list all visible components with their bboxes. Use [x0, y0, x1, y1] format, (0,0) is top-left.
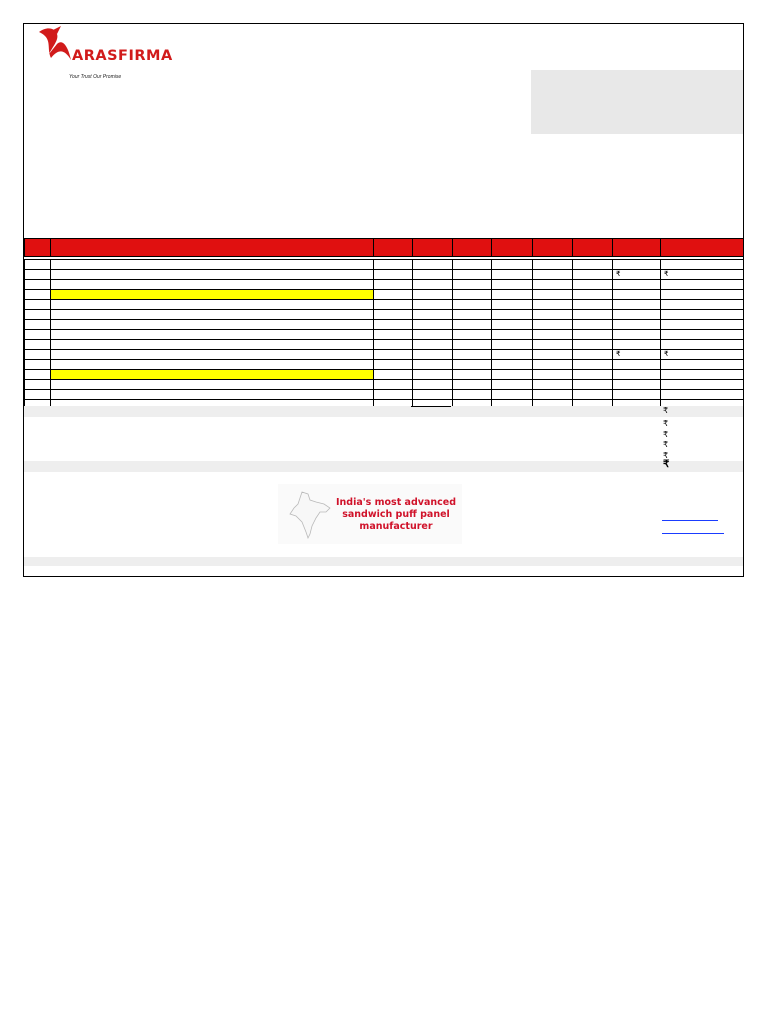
table-cell: [374, 370, 413, 380]
table-cell: [413, 380, 453, 390]
table-cell: [533, 300, 573, 310]
tax-currency-3: ₹: [663, 440, 669, 449]
table-cell: [533, 360, 573, 370]
rate-cell: [613, 280, 661, 290]
table-row: [25, 360, 745, 370]
table-row: [25, 300, 745, 310]
col-header-3: [374, 239, 413, 257]
table-cell: [492, 340, 533, 350]
item-description-cell: [51, 370, 374, 380]
table-cell: [25, 280, 51, 290]
table-cell: [413, 390, 453, 400]
table-cell: [533, 370, 573, 380]
tax-currency-1: ₹: [663, 419, 669, 428]
rate-cell: [613, 300, 661, 310]
table-cell: [453, 380, 492, 390]
table-cell: [374, 280, 413, 290]
table-cell: [413, 280, 453, 290]
item-description-cell: [51, 320, 374, 330]
table-row: [25, 340, 745, 350]
col-header-rate: [613, 239, 661, 257]
amount-cell: [661, 260, 745, 270]
subtotal-currency: ₹: [663, 406, 669, 415]
table-cell: [413, 320, 453, 330]
table-cell: [492, 320, 533, 330]
table-header-row: [25, 239, 745, 257]
grand-total-currency: ₹: [663, 459, 670, 470]
col-header-5: [453, 239, 492, 257]
item-description-cell: [51, 380, 374, 390]
table-cell: [25, 310, 51, 320]
table-cell: [413, 270, 453, 280]
table-cell: [453, 350, 492, 360]
amount-cell: ₹: [661, 270, 745, 280]
item-description-cell: [51, 310, 374, 320]
item-description-cell: [51, 330, 374, 340]
rate-cell: [613, 370, 661, 380]
quotation-sheet: [23, 23, 744, 577]
item-description-cell: [51, 260, 374, 270]
table-cell: [492, 360, 533, 370]
table-cell: [492, 350, 533, 360]
table-cell: [573, 380, 613, 390]
rate-cell: [613, 290, 661, 300]
table-cell: [374, 340, 413, 350]
rate-cell: ₹: [613, 270, 661, 280]
col-header-amount: [661, 239, 745, 257]
table-cell: [413, 330, 453, 340]
table-cell: [492, 270, 533, 280]
table-cell: [533, 320, 573, 330]
table-row: [25, 320, 745, 330]
table-cell: [374, 310, 413, 320]
table-cell: [453, 340, 492, 350]
bird-logo-icon: [35, 24, 75, 64]
subtotal-band: [24, 406, 744, 417]
amount-cell: [661, 390, 745, 400]
table-cell: [533, 310, 573, 320]
table-cell: [453, 360, 492, 370]
amount-cell: ₹: [661, 350, 745, 360]
ad-banner: [278, 484, 462, 544]
table-cell: [374, 330, 413, 340]
table-cell: [533, 290, 573, 300]
table-cell: [492, 310, 533, 320]
table-cell: [453, 370, 492, 380]
table-row: [25, 350, 745, 360]
table-cell: [413, 350, 453, 360]
table-row: [25, 280, 745, 290]
table-cell: [573, 370, 613, 380]
table-row: [25, 270, 745, 280]
amount-cell: [661, 300, 745, 310]
table-cell: [533, 380, 573, 390]
table-cell: [25, 370, 51, 380]
table-cell: [453, 280, 492, 290]
table-cell: [413, 340, 453, 350]
item-description-cell: [51, 350, 374, 360]
rate-cell: [613, 310, 661, 320]
table-cell: [374, 260, 413, 270]
table-cell: [533, 350, 573, 360]
table-cell: [25, 270, 51, 280]
table-cell: [492, 300, 533, 310]
table-cell: [374, 300, 413, 310]
col-header-sno: [25, 239, 51, 257]
tax-currency-4: ₹: [663, 451, 669, 460]
table-cell: [25, 330, 51, 340]
item-description-cell: [51, 360, 374, 370]
table-cell: [533, 330, 573, 340]
table-cell: [492, 330, 533, 340]
item-description-cell: [51, 390, 374, 400]
rate-cell: [613, 260, 661, 270]
table-cell: [413, 360, 453, 370]
india-map-icon: [288, 490, 334, 540]
table-cell: [453, 260, 492, 270]
amount-cell: [661, 320, 745, 330]
table-cell: [573, 270, 613, 280]
table-cell: [573, 260, 613, 270]
table-cell: [413, 290, 453, 300]
table-cell: [25, 290, 51, 300]
table-cell: [492, 390, 533, 400]
rate-cell: [613, 360, 661, 370]
item-description-cell: [51, 290, 374, 300]
subtotal-underline: [411, 406, 451, 407]
table-row: [25, 330, 745, 340]
col-header-4: [413, 239, 453, 257]
table-body: [25, 260, 745, 410]
table-cell: [533, 270, 573, 280]
table-cell: [573, 360, 613, 370]
table-cell: [453, 290, 492, 300]
item-description-cell: [51, 300, 374, 310]
table-cell: [374, 390, 413, 400]
amount-cell: [661, 290, 745, 300]
table-cell: [573, 310, 613, 320]
logo-wordmark: ARASFIRMA: [72, 48, 173, 64]
table-cell: [25, 320, 51, 330]
table-row: [25, 260, 745, 270]
logo-tagline: Your Trust Our Promise: [69, 74, 122, 80]
table-cell: [25, 360, 51, 370]
table-cell: [453, 270, 492, 280]
table-cell: [492, 290, 533, 300]
table-cell: [453, 320, 492, 330]
table-cell: [413, 370, 453, 380]
table-cell: [413, 260, 453, 270]
table-row: [25, 290, 745, 300]
table-cell: [25, 380, 51, 390]
table-cell: [573, 350, 613, 360]
table-cell: [492, 370, 533, 380]
table-cell: [25, 300, 51, 310]
item-description-cell: [51, 280, 374, 290]
link-underline-2[interactable]: [662, 533, 724, 534]
grand-total-band: [24, 461, 744, 472]
table-row: [25, 310, 745, 320]
amount-cell: [661, 310, 745, 320]
table-cell: [374, 360, 413, 370]
amount-cell: [661, 330, 745, 340]
table-cell: [533, 390, 573, 400]
amount-cell: [661, 280, 745, 290]
ad-line-1: India's most advanced: [335, 497, 457, 508]
table-cell: [453, 390, 492, 400]
table-row: [25, 380, 745, 390]
table-cell: [25, 390, 51, 400]
table-cell: [453, 300, 492, 310]
table-cell: [533, 280, 573, 290]
rate-cell: [613, 340, 661, 350]
amount-cell: [661, 340, 745, 350]
col-header-description: [51, 239, 374, 257]
table-cell: [453, 310, 492, 320]
item-description-cell: [51, 270, 374, 280]
table-cell: [573, 320, 613, 330]
table-cell: [573, 340, 613, 350]
table-cell: [25, 260, 51, 270]
table-cell: [374, 350, 413, 360]
table-cell: [374, 270, 413, 280]
table-cell: [533, 260, 573, 270]
table-cell: [573, 280, 613, 290]
company-logo: [35, 23, 175, 84]
link-underline-1[interactable]: [662, 520, 718, 521]
col-header-6: [492, 239, 533, 257]
table-cell: [573, 330, 613, 340]
table-cell: [374, 380, 413, 390]
ad-line-2: sandwich puff panel: [342, 509, 450, 520]
amount-cell: [661, 380, 745, 390]
col-header-7: [533, 239, 573, 257]
col-header-8: [573, 239, 613, 257]
tax-currency-2: ₹: [663, 430, 669, 439]
table-cell: [492, 280, 533, 290]
table-cell: [374, 290, 413, 300]
rate-cell: [613, 380, 661, 390]
amount-cell: [661, 370, 745, 380]
table-cell: [453, 330, 492, 340]
table-cell: [573, 290, 613, 300]
table-cell: [413, 300, 453, 310]
footer-band: [24, 557, 744, 566]
item-description-cell: [51, 340, 374, 350]
ad-line-3: manufacturer: [359, 521, 433, 532]
rate-cell: [613, 330, 661, 340]
items-table: [24, 238, 744, 410]
table-cell: [25, 340, 51, 350]
rate-cell: ₹: [613, 350, 661, 360]
ad-banner-text: [332, 497, 460, 533]
table-cell: [492, 260, 533, 270]
table-cell: [573, 300, 613, 310]
table-row: [25, 390, 745, 400]
amount-cell: [661, 360, 745, 370]
table-cell: [374, 320, 413, 330]
table-cell: [25, 350, 51, 360]
rate-cell: [613, 390, 661, 400]
rate-cell: [613, 320, 661, 330]
table-cell: [413, 310, 453, 320]
table-cell: [573, 390, 613, 400]
quote-details-box: [531, 70, 744, 134]
table-cell: [533, 340, 573, 350]
table-cell: [492, 380, 533, 390]
table-row: [25, 370, 745, 380]
website-link[interactable]: [662, 520, 724, 538]
